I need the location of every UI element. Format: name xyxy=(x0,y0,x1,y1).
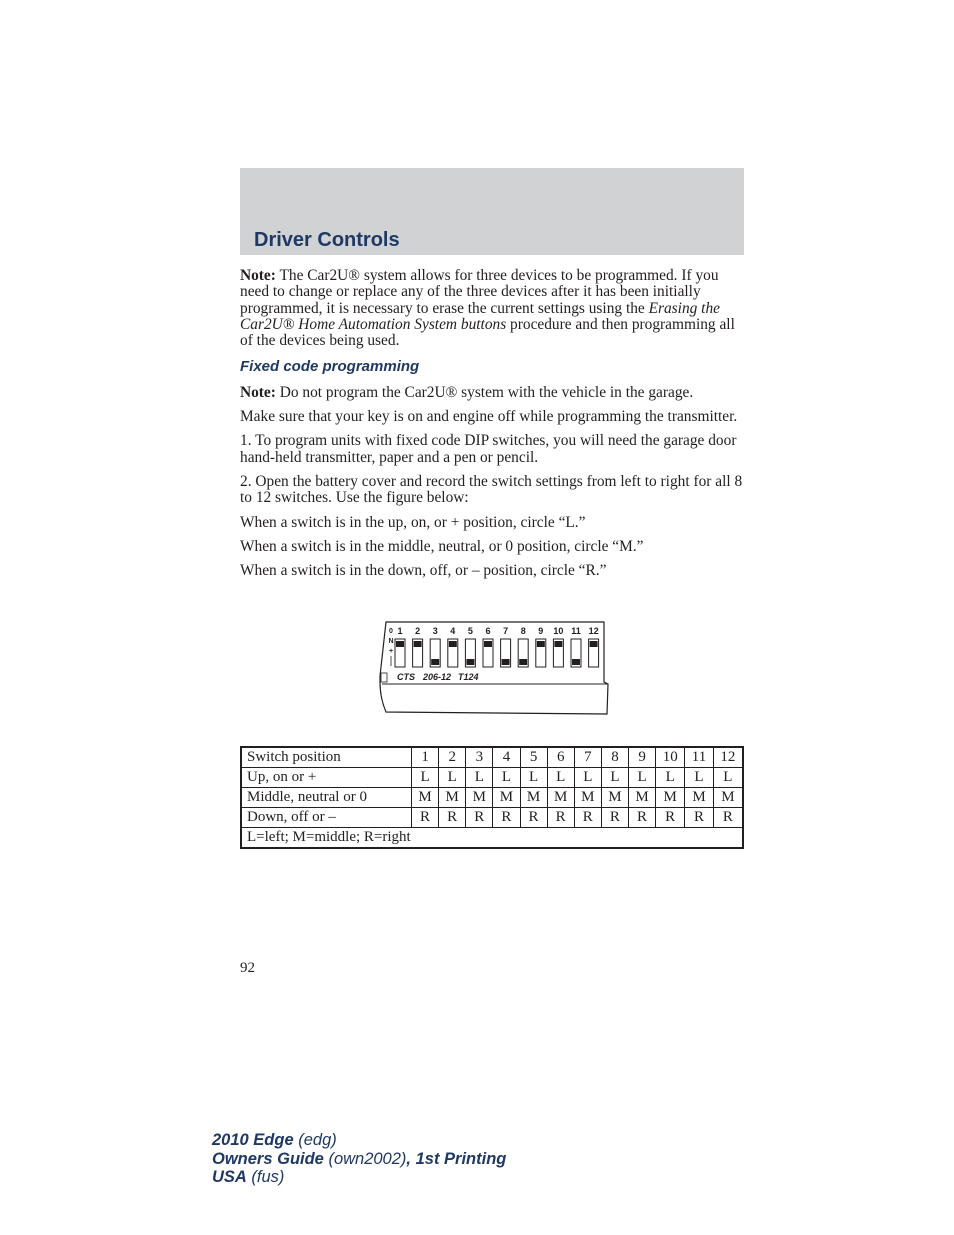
note-label: Note: xyxy=(240,267,276,284)
table-cell: M xyxy=(412,788,439,808)
footer-line-guide xyxy=(212,1150,506,1169)
table-cell: R xyxy=(713,808,743,828)
note-paragraph xyxy=(240,268,744,349)
table-cell: L xyxy=(439,768,466,788)
table-cell: M xyxy=(547,788,574,808)
switch-toggle xyxy=(537,641,545,647)
table-cell: M xyxy=(713,788,743,808)
switch-toggle xyxy=(431,659,439,665)
table-column-header: 12 xyxy=(713,747,743,768)
document-footer xyxy=(212,1131,506,1187)
position-rule-middle: When a switch is in the middle, neutral, or 0 position, circle “M.” xyxy=(240,537,644,555)
switch-number-label: 6 xyxy=(485,626,491,636)
dip-switch-figure xyxy=(378,620,610,716)
side-mark: 0 xyxy=(389,628,393,635)
table-cell: M xyxy=(466,788,493,808)
label-cts: CTS xyxy=(397,672,415,682)
table-cell: L xyxy=(713,768,743,788)
table-cell: L xyxy=(466,768,493,788)
table-column-header: 1 xyxy=(412,747,439,768)
table-cell: R xyxy=(466,808,493,828)
table-row-label: Down, off or – xyxy=(241,808,412,828)
table-cell: R xyxy=(685,808,713,828)
table-row-label: Middle, neutral or 0 xyxy=(241,788,412,808)
table-cell: L xyxy=(629,768,656,788)
table-legend: L=left; M=middle; R=right xyxy=(241,828,743,849)
switch-number-label: 3 xyxy=(432,626,438,636)
table-column-header: 9 xyxy=(629,747,656,768)
table-column-header: 3 xyxy=(466,747,493,768)
table-column-header: 10 xyxy=(656,747,685,768)
table-header-row xyxy=(241,747,743,768)
switch-number-label: 1 xyxy=(397,626,403,636)
step-2: 2. Open the battery cover and record the switch settings from left to right for all 8 to 12 switches. Use the figure below: xyxy=(240,472,743,507)
table-column-header: 8 xyxy=(601,747,628,768)
switch-toggle xyxy=(449,641,457,647)
switch-toggle xyxy=(502,659,510,665)
switch-number-label: 7 xyxy=(503,626,509,636)
table-column-header: 4 xyxy=(493,747,520,768)
table-cell: R xyxy=(601,808,628,828)
table-column-header: 2 xyxy=(439,747,466,768)
table-cell: R xyxy=(439,808,466,828)
table-cell: L xyxy=(520,768,547,788)
table-column-header: 7 xyxy=(574,747,601,768)
table-cell: R xyxy=(574,808,601,828)
table-cell: R xyxy=(629,808,656,828)
footer-printing: , 1st Printing xyxy=(406,1149,507,1168)
table-column-header: 6 xyxy=(547,747,574,768)
footer-region-code: (fus) xyxy=(246,1168,285,1186)
footer-model-code: (edg) xyxy=(293,1131,337,1149)
table-cell: M xyxy=(439,788,466,808)
table-cell: L xyxy=(685,768,713,788)
position-rule-down: When a switch is in the down, off, or – position, circle “R.” xyxy=(240,562,607,580)
table-cell: R xyxy=(520,808,547,828)
instruction-paragraph: Make sure that your key is on and engine off while programming the transmitter. xyxy=(240,408,738,426)
note-text-end: procedure and then programming all of the devices being used. xyxy=(240,315,735,350)
table-legend-row xyxy=(241,828,743,849)
table-cell: R xyxy=(547,808,574,828)
table-column-header: 11 xyxy=(685,747,713,768)
table-row xyxy=(241,788,743,808)
position-rule-up: When a switch is in the up, on, or + position, circle “L.” xyxy=(240,513,586,531)
table-cell: M xyxy=(493,788,520,808)
table-cell: M xyxy=(574,788,601,808)
section-header-band xyxy=(240,168,744,255)
switch-toggle xyxy=(484,641,492,647)
footer-model: 2010 Edge xyxy=(212,1131,294,1149)
table-cell: R xyxy=(656,808,685,828)
table-cell: L xyxy=(412,768,439,788)
section-title: Driver Controls xyxy=(254,229,400,251)
switch-number-label: 10 xyxy=(553,626,564,636)
footer-line-model xyxy=(212,1131,506,1150)
switch-position-table xyxy=(240,746,744,849)
table-row-label: Up, on or + xyxy=(241,768,412,788)
switch-number-label: 2 xyxy=(415,626,421,636)
switch-number-label: 12 xyxy=(588,626,599,636)
switch-toggle xyxy=(466,659,474,665)
table-row xyxy=(241,768,743,788)
table-cell: M xyxy=(601,788,628,808)
table-cell: L xyxy=(547,768,574,788)
step-1: 1. To program units with fixed code DIP switches, you will need the garage door hand-held transmitter, paper and a pen or pencil. xyxy=(240,432,737,466)
table-cell: M xyxy=(520,788,547,808)
subsection-heading: Fixed code programming xyxy=(240,358,420,376)
note-label: Note: xyxy=(240,383,276,401)
note-text: Do not program the Car2U® system with the vehicle in the garage. xyxy=(275,383,694,401)
footer-region: USA xyxy=(212,1168,247,1186)
table-cell: L xyxy=(574,768,601,788)
switch-toggle xyxy=(590,641,598,647)
footer-guide: Owners Guide xyxy=(212,1149,324,1168)
page-content xyxy=(240,268,744,587)
table-cell: M xyxy=(656,788,685,808)
note-paragraph-garage xyxy=(240,385,744,401)
table-cell: R xyxy=(493,808,520,828)
note-text: The Car2U® system allows for three devices to be programmed. If you need to change or replace any of the three devices after it has been initially programmed, it is necessary to erase the current settings using the xyxy=(240,267,719,317)
table-cell: R xyxy=(412,808,439,828)
switch-toggle xyxy=(519,659,527,665)
procedure-reference: Erasing the Car2U® Home Automation System buttons xyxy=(240,299,720,333)
page-number: 92 xyxy=(240,960,255,976)
switch-toggle xyxy=(396,641,404,647)
table-cell: L xyxy=(601,768,628,788)
table-column-header: 5 xyxy=(520,747,547,768)
table-header-label: Switch position xyxy=(241,747,412,768)
switch-number-label: 11 xyxy=(571,626,581,636)
label-part-number: 206-12 xyxy=(423,672,452,682)
switch-number-label: 5 xyxy=(467,626,473,636)
switch-number-label: 9 xyxy=(538,626,544,636)
switch-number-label: 8 xyxy=(520,626,526,636)
switch-toggle xyxy=(572,659,580,665)
table-cell: L xyxy=(656,768,685,788)
switch-number-label: 4 xyxy=(450,626,456,636)
switch-toggle xyxy=(554,641,562,647)
table-cell: M xyxy=(685,788,713,808)
switch-toggle xyxy=(414,641,422,647)
table-cell: M xyxy=(629,788,656,808)
table-cell: L xyxy=(493,768,520,788)
footer-line-region xyxy=(212,1168,506,1187)
side-mark: + xyxy=(388,648,394,655)
table-row xyxy=(241,808,743,828)
footer-guide-code: (own2002) xyxy=(323,1149,407,1168)
side-mark: N xyxy=(388,638,394,645)
label-model-code: T124 xyxy=(458,672,479,682)
